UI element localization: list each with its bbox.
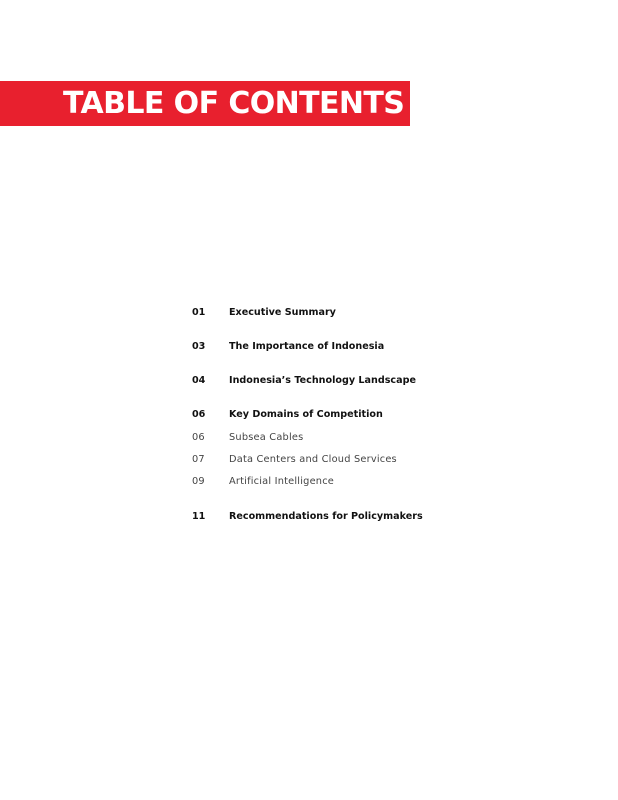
- toc-page-number: 11: [192, 511, 206, 522]
- toc-entry-importance-of-indonesia[interactable]: [192, 339, 592, 355]
- toc-entry-title: The Importance of Indonesia: [229, 341, 385, 352]
- toc-page-number: 04: [192, 375, 206, 386]
- toc-entry-title: Key Domains of Competition: [229, 409, 383, 420]
- title-banner: [0, 81, 410, 126]
- toc-entry-title: Recommendations for Policymakers: [229, 511, 423, 522]
- toc-entry-key-domains[interactable]: [192, 407, 592, 423]
- toc-entry-title: Data Centers and Cloud Services: [229, 454, 397, 465]
- toc-entry-data-centers[interactable]: [192, 452, 592, 468]
- toc-page-number: 03: [192, 341, 206, 352]
- toc-entry-executive-summary[interactable]: [192, 305, 592, 321]
- toc-entry-title: Indonesia’s Technology Landscape: [229, 375, 416, 386]
- toc-page-number: 06: [192, 432, 205, 443]
- toc-entry-title: Artificial Intelligence: [229, 476, 335, 487]
- toc-page-number: 06: [192, 409, 206, 420]
- toc-entry-technology-landscape[interactable]: [192, 373, 592, 389]
- toc-page-number: 01: [192, 307, 206, 318]
- toc-entry-artificial-intelligence[interactable]: [192, 474, 592, 490]
- toc-entry-subsea-cables[interactable]: [192, 430, 592, 446]
- toc-entry-title: Executive Summary: [229, 307, 336, 318]
- toc-entry-title: Subsea Cables: [229, 432, 304, 443]
- page-title: TABLE OF CONTENTS: [63, 86, 405, 121]
- toc-page-number: 09: [192, 476, 205, 487]
- toc-page-number: 07: [192, 454, 205, 465]
- toc-entry-recommendations[interactable]: [192, 509, 592, 525]
